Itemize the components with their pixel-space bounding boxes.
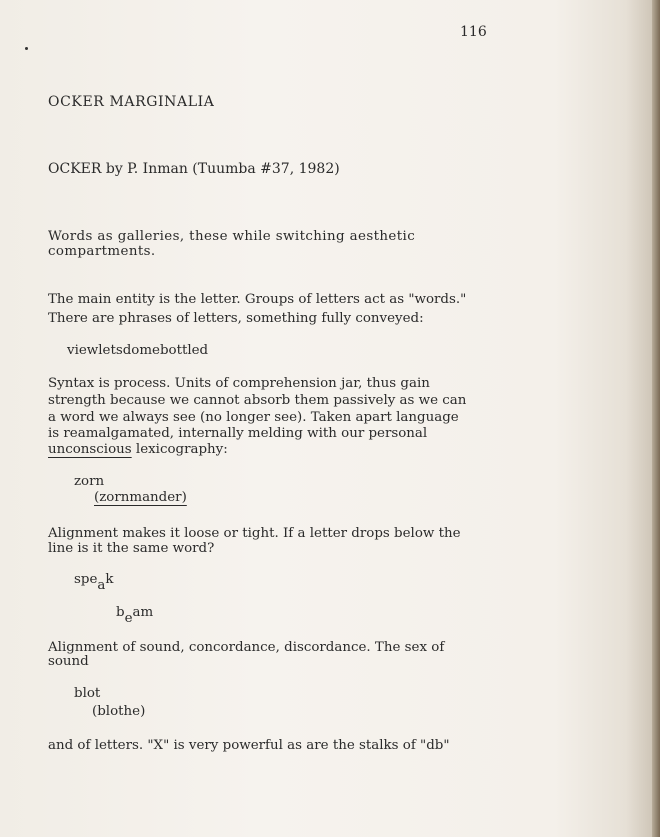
page-heading: OCKER MARGINALIA — [48, 94, 215, 110]
text-fragment: spe — [74, 572, 98, 587]
underlined-word: unconscious — [48, 442, 132, 457]
text-line: strength because we cannot absorb them passively as we can — [48, 393, 467, 408]
text-line: Syntax is process. Units of comprehension jar, thus gain — [48, 376, 430, 391]
dropped-letter: e — [124, 611, 133, 626]
example-phrase: viewletsdomebottled — [67, 343, 209, 358]
example-speak — [74, 572, 114, 593]
text-line: a word we always see (no longer see). Taken apart language — [48, 410, 459, 425]
text-line: There are phrases of letters, something fully conveyed: — [48, 311, 424, 326]
text-line: Alignment of sound, concordance, discordance. The sex of — [48, 640, 445, 655]
paragraph-letters: and of letters. "X" is very powerful as are the stalks of "db" — [48, 738, 450, 753]
text-fragment: am — [132, 605, 154, 620]
text-line: Alignment makes it loose or tight. If a letter drops below the — [48, 526, 461, 541]
text-line: compartments. — [48, 244, 156, 259]
example-zornmander: (zornmander) — [94, 490, 187, 505]
text-line: sound — [48, 654, 89, 669]
example-beam — [116, 605, 154, 626]
text-line — [48, 442, 228, 457]
text-fragment: k — [105, 572, 114, 587]
example-blothe: (blothe) — [92, 704, 146, 719]
text-line: is reamalgamated, internally melding with our personal — [48, 426, 428, 441]
page-number: 116 — [460, 24, 487, 40]
text-line: Words as galleries, these while switching aesthetic — [48, 229, 416, 244]
example-blot: blot — [74, 686, 101, 701]
text-line: The main entity is the letter. Groups of letters act as "words." — [48, 292, 467, 307]
citation: OCKER by P. Inman (Tuumba #37, 1982) — [48, 161, 340, 177]
ink-speck — [25, 47, 28, 50]
text-fragment: b — [116, 605, 125, 620]
dropped-letter: a — [97, 578, 106, 593]
page-edge-shadow — [652, 0, 660, 837]
text-line: line is it the same word? — [48, 541, 215, 556]
example-zorn: zorn — [74, 474, 105, 489]
text-fragment: lexicography: — [131, 442, 228, 457]
